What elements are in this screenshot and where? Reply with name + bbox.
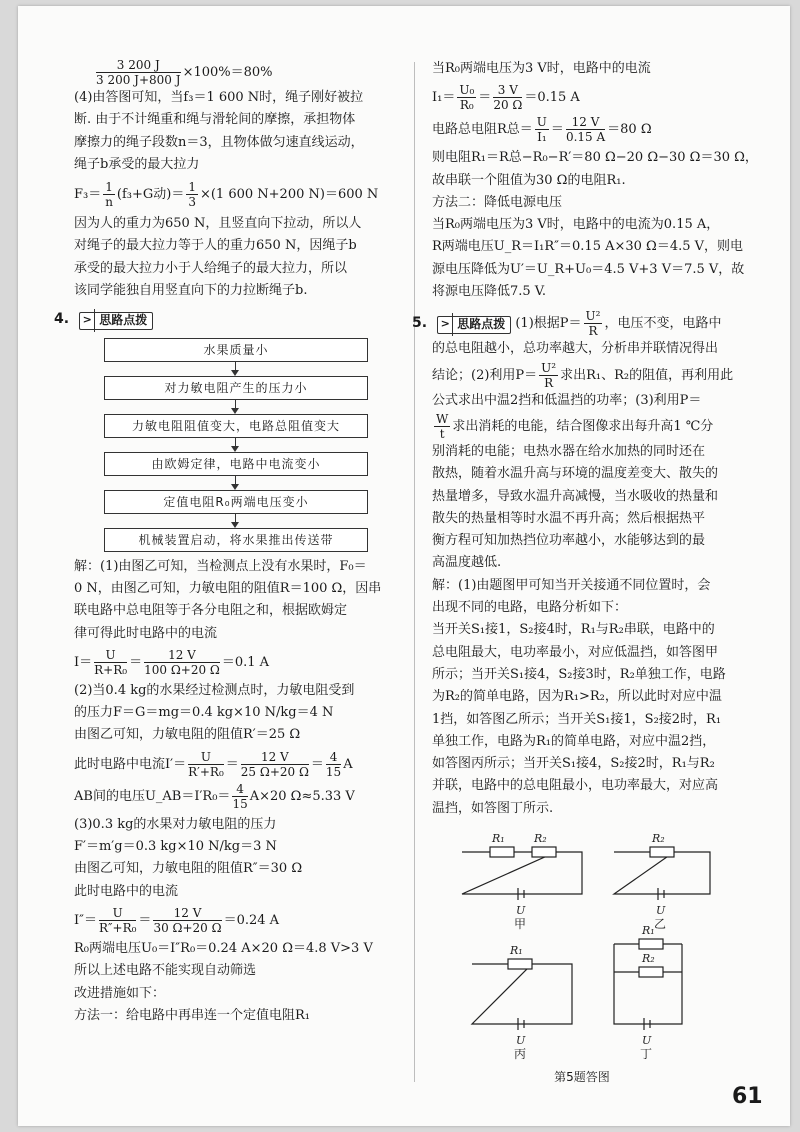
text-line: 绳子b承受的最大拉力 (74, 156, 200, 172)
text-line: 温挡，如答图丁所示. (432, 800, 554, 816)
label-bing: 丙 (514, 1047, 527, 1062)
wire-jia (462, 852, 582, 894)
fraction: $\frac{W}{t}$ (436, 411, 449, 441)
question-number: 5. (412, 315, 428, 332)
text-line: 该同学能独自用竖直向下的力拉断绳子b. (74, 283, 308, 299)
text-line: 由图乙可知，力敏电阻的阻值R′＝25 Ω (74, 727, 301, 743)
text-line: 公式求出中温2挡和低温挡的功率；(3)利用P＝ (432, 392, 702, 408)
flowchart (104, 338, 368, 552)
label-u: U (516, 904, 526, 918)
fraction: $\frac{1}{n}$ (105, 180, 113, 210)
text-line: 当R₀两端电压为3 V时，电路中的电流 (432, 61, 651, 76)
text-line: 1挡，如答图乙所示；当开关S₁接1，S₂接2时，R₁ (432, 711, 722, 727)
arrow-down-icon (104, 438, 368, 452)
label-r1: R₁ (642, 924, 655, 938)
label-yi: 乙 (654, 917, 667, 932)
text-line: 衡方程可知加热挡位功率越小，水能够达到的最 (432, 533, 706, 549)
equation-i-prime: 此时电路中电流I′＝ $\frac{U}{\text{R′+R₀}}$ ＝ $\frac{12 V}{25 \Omega+20 \Omega}$ ＝ $\frac{4}{15}$ A (74, 749, 353, 779)
fraction: $\frac{U}{\text{R′+R₀}}$ (188, 749, 224, 779)
chevron-right-icon: > (438, 313, 453, 335)
textbook-page (18, 6, 790, 1126)
text-line: 方法一：给电路中再串连一个定值电阻R₁ (74, 1007, 310, 1023)
text-line: 散热，随着水温升高与环境的温度差变大、散失的 (432, 466, 719, 482)
equation-i1: I₁＝ $\frac{\text{U₀}}{\text{R₀}}$ ＝ $\frac{3 V}{20 \Omega}$ ＝0.15 A (432, 83, 580, 113)
fraction: $\frac{3 200 J}{3 200 J+800 J}$ (96, 58, 181, 87)
circuit-diagrams (432, 824, 732, 1064)
arrow-down-icon (104, 362, 368, 376)
text-line: 由图乙可知，力敏电阻的阻值R″＝30 Ω (74, 861, 303, 877)
text-line: 当R₀两端电压为3 V时，电路中的电流为0.15 A， (432, 217, 720, 233)
text-line: 所示；当开关S₁接4，S₂接3时，R₂单独工作，电路 (432, 666, 726, 682)
right-column (412, 58, 758, 1088)
text-line: $\frac{W}{t}$ 求出消耗的电能，结合图像求出每升高1 ℃分 (436, 411, 714, 441)
fraction: $\frac{\text{U²}}{R}$ (541, 360, 557, 390)
efficiency-equation: $\frac{3 200 J}{3 200 J+800 J}$ ×100%＝80% (96, 58, 273, 87)
resistor-r2 (639, 967, 663, 977)
text-line: 摩擦力的绳子段数n＝3，且物体做匀速直线运动， (74, 134, 364, 150)
label-r2: R₂ (652, 832, 665, 846)
text-line: 解：(1)由题图甲可知当开关接通不同位置时，会 (432, 577, 711, 593)
question-number: 4. (54, 311, 70, 328)
label-u: U (516, 1034, 526, 1048)
fraction: $\frac{12 V}{0.15 A}$ (565, 115, 606, 145)
text-line: R两端电压U_R＝I₁R″＝0.15 A×30 Ω＝4.5 V，则电 (432, 239, 744, 255)
flow-step: 对力敏电阻产生的压力小 (104, 376, 368, 400)
text-line: F′＝m′g＝0.3 kg×10 N/kg＝3 N (74, 839, 277, 855)
text-line: 所以上述电路不能实现自动筛选 (74, 963, 257, 979)
text-line: 则电阻R₁＝R总−R₀−R′＝80 Ω−20 Ω−30 Ω＝30 Ω， (432, 150, 758, 166)
arrow-down-icon (104, 514, 368, 528)
label-u: U (656, 904, 666, 918)
flow-step: 机械装置启动，将水果推出传送带 (104, 528, 368, 552)
hint-badge: > 思路点拨 (437, 316, 511, 334)
text-line: 当开关S₁接1，S₂接4时，R₁与R₂串联，电路中的 (432, 622, 715, 638)
label-u: U (642, 1034, 652, 1048)
resistor-r1 (490, 847, 514, 857)
wire-yi (614, 852, 710, 894)
page-number: 61 (732, 1084, 763, 1109)
text-line: 并联，电路中的总电阻最小，电功率最大，对应高 (432, 778, 719, 794)
equation-i-double-prime: I″＝ $\frac{U}{\text{R″+R₀}}$ ＝ $\frac{12 V}{30 \Omega+20 \Omega}$ ＝0.24 A (74, 905, 280, 935)
text-line: (4)由答图可知，当f₃＝1 600 N时，绳子刚好被拉 (74, 90, 364, 105)
text-line: 出现不同的电路，电路分析如下： (432, 600, 628, 616)
hint-badge: > 思路点拨 (79, 312, 153, 330)
text-line: 0 N，由图乙可知，力敏电阻的阻值R＝100 Ω，因串 (74, 580, 382, 596)
wire-bing (472, 964, 572, 1024)
text-line: 高温度越低. (432, 555, 502, 571)
chevron-right-icon: > (80, 309, 95, 331)
label-jia: 甲 (514, 917, 527, 932)
figure-caption: 第5题答图 (554, 1070, 610, 1085)
fraction: $\frac{U}{\text{R+R₀}}$ (94, 647, 128, 677)
resistor-r2 (532, 847, 556, 857)
text-line: 如答图丙所示；当开关S₁接4，S₂接2时，R₁与R₂ (432, 756, 715, 772)
label-r2: R₂ (642, 952, 655, 966)
fraction: $\frac{\text{U₀}}{\text{R₀}}$ (459, 83, 475, 113)
text-line: 解：(1)由图乙可知，当检测点上没有水果时，F₀＝ (74, 558, 367, 574)
resistor-r1 (508, 959, 532, 969)
text-line: 源电压降低为U′＝U_R+U₀＝4.5 V+3 V＝7.5 V，故 (432, 261, 745, 277)
fraction: $\frac{12 V}{100 \Omega+20 \Omega}$ (144, 647, 220, 677)
arrow-down-icon (104, 400, 368, 414)
flow-step: 定值电阻R₀两端电压变小 (104, 490, 368, 514)
column-divider (414, 62, 415, 1082)
text-line: 方法二：降低电源电压 (432, 194, 563, 210)
text-line: 断. 由于不计绳重和绳与滑轮间的摩擦，承担物体 (74, 112, 356, 128)
fraction: $\frac{1}{3}$ (188, 180, 196, 210)
text-line: (3)0.3 kg的水果对力敏电阻的压力 (74, 816, 277, 832)
text-line: 别消耗的电能；电热水器在给水加热的同时还在 (432, 443, 706, 459)
text-line: 因为人的重力为650 N，且竖直向下拉动，所以人 (74, 216, 362, 232)
resistor-r2 (650, 847, 674, 857)
arrow-down-icon (104, 476, 368, 490)
equation-r-total: 电路总电阻R总＝ $\frac{U}{\text{I₁}}$ ＝ $\frac{12 V}{0.15 A}$ ＝80 Ω (432, 115, 652, 145)
question-4-header (54, 308, 396, 331)
text-line: 热量增多，导致水温升高减慢，当水吸收的热量和 (432, 488, 719, 504)
text-line: 单独工作，电路为R₁的简单电路，对应中温2挡， (432, 733, 716, 749)
fraction: $\frac{12 V}{25 \Omega+20 \Omega}$ (240, 749, 309, 779)
text-line: 的压力F＝G＝mg＝0.4 kg×10 N/kg＝4 N (74, 705, 334, 721)
text-line: 将源电压降低7.5 V. (432, 284, 547, 300)
text-line: 律可得此时电路中的电流 (74, 625, 218, 641)
text-line: 改进措施如下： (74, 985, 166, 1001)
resistor-r1 (639, 939, 663, 949)
equation-i: I＝ $\frac{U}{\text{R+R₀}}$ ＝ $\frac{12 V}{100 \Omega+20 \Omega}$ ＝0.1 A (74, 647, 270, 677)
text-line: (2)当0.4 kg的水果经过检测点时，力敏电阻受到 (74, 682, 355, 698)
fraction: $\frac{4}{15}$ (325, 749, 342, 779)
text-line: 总电阻最大，电功率最小，对应低温挡，如答图甲 (432, 644, 719, 660)
text-line: 对绳子的最大拉力等于人的重力650 N，因绳子b (74, 238, 357, 254)
fraction: $\frac{12 V}{30 \Omega+20 \Omega}$ (153, 905, 222, 935)
label-r2: R₂ (534, 832, 547, 846)
text-line: 的总电阻越小，总功率越大，分析串并联情况得出 (432, 341, 719, 357)
label-r1: R₁ (510, 944, 523, 958)
question-5-header: 5. > 思路点拨 (1)根据P＝ $\frac{\text{U²}}{R}$ ，电压不变，电路中 (412, 309, 722, 339)
label-r1: R₁ (492, 832, 505, 846)
text-line: 联电路中总电阻等于各分电阻之和，根据欧姆定 (74, 603, 348, 619)
fraction: $\frac{\text{U²}}{R}$ (585, 309, 601, 339)
text-line: 为R₂的简单电路，因为R₁>R₂，所以此时对应中温 (432, 689, 722, 705)
flow-step: 由欧姆定律，电路中电流变小 (104, 452, 368, 476)
fraction: $\frac{4}{15}$ (232, 781, 248, 811)
text-line: 承受的最大拉力小于人给绳子的最大拉力，所以 (74, 260, 348, 276)
fraction: $\frac{3 V}{20 \Omega}$ (493, 83, 523, 113)
fraction: $\frac{U}{\text{I₁}}$ (536, 115, 547, 145)
flow-step: 力敏电阻阻值变大，电路总阻值变大 (104, 414, 368, 438)
flow-step: 水果质量小 (104, 338, 368, 362)
text-line: 结论；(2)利用P＝ $\frac{\text{U²}}{R}$ 求出R₁、R₂的阻值，再利用此 (432, 360, 734, 390)
left-column (54, 58, 396, 1027)
fraction: $\frac{U}{\text{R″+R₀}}$ (99, 905, 137, 935)
equation-uab: AB间的电压U_AB＝I′R₀＝ $\frac{4}{15}$ A×20 Ω≈5.33 V (74, 781, 355, 811)
text-line: R₀两端电压U₀＝I″R₀＝0.24 A×20 Ω＝4.8 V>3 V (74, 940, 373, 956)
text-line: 此时电路中的电流 (74, 883, 179, 899)
label-ding: 丁 (640, 1047, 653, 1062)
text-line: 故串联一个阻值为30 Ω的电阻R₁. (432, 172, 626, 188)
text-line: 散失的热量相等时水温不再升高；然后根据热平 (432, 510, 706, 526)
equation-f3: F₃＝ $\frac{1}{n}$ (f₃+G动)＝ $\frac{1}{3}$ ×(1 600 N+200 N)＝600 N (74, 180, 379, 210)
